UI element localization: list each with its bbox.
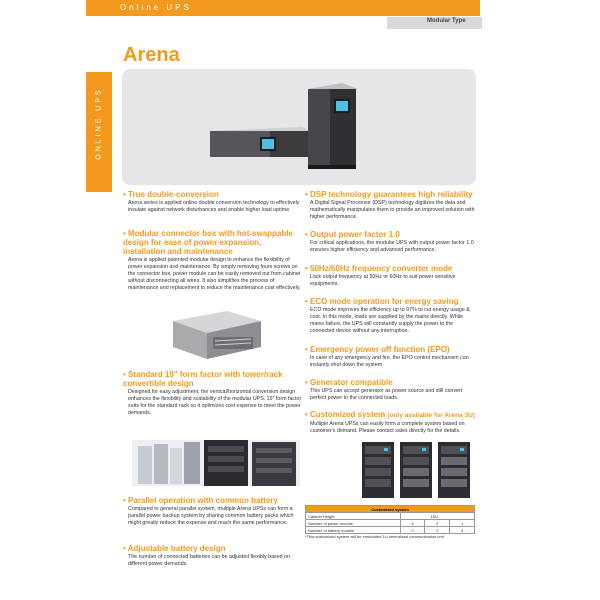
section-title: • ECO mode operation for energy saving <box>305 297 459 306</box>
section-body: A Digital Signal Processor (DSP) technology digitizes the data and mathematically manipulates them to provide an improved solution with higher performance. <box>310 200 475 220</box>
section-body: Designed for easy adjustment, the vertical/horizontal conversion design enhances the flexibility and scalability of the modular UPS. 19" form factor suits for the standard rack so it optimizes cost expense to meet the power demands. <box>128 389 302 416</box>
section-body: The number of connected batteries can be adjusted flexibly based on different power demands. <box>128 554 290 567</box>
connector-box-image <box>165 303 265 365</box>
section-output-power-factor <box>305 230 477 254</box>
section-title: • Modular connector box with hot-swappable design for ease of power expansion, installation and maintenance <box>123 229 293 256</box>
sidebar-label: ONLINE UPS <box>95 87 103 160</box>
section-body: In case of any emergency and fire, the EPO control mechanism can instantly shut down the system. <box>310 355 469 368</box>
section-standard-19-form-factor <box>123 370 303 417</box>
table-cell: 4 <box>400 520 425 527</box>
section-title: • Output power factor 1.0 <box>305 230 400 239</box>
table-cell: 15U <box>400 513 474 520</box>
section-dsp-technology <box>305 190 477 221</box>
page-title: Arena <box>123 44 180 66</box>
section-body: ECO mode improves the efficiency up to 97% to cut energy usage & cost. In this mode, loads are supplied by the mains directly. While mains failure, the UPS will constantly supply the power to the connected device without any interruption. <box>310 307 470 334</box>
customized-system-table <box>305 505 475 534</box>
table-cell: 2 <box>425 520 450 527</box>
section-customized-system <box>305 410 485 435</box>
section-title: • Customized system (only available for Arena 3U) <box>305 410 475 419</box>
section-body: This UPS can accept generator as power source and still convert perfect power to the connected loads. <box>310 388 463 401</box>
section-body: For critical applications, the modular UPS with output power factor 1.0 ensures higher efficiency and advanced performance. <box>310 240 474 253</box>
section-modular-connector <box>123 229 303 292</box>
section-body: Lock output frequency at 50Hz or 60Hz to suit power sensitive equipments. <box>310 274 456 287</box>
customized-cabinets-image <box>360 440 472 500</box>
table-row <box>306 520 475 527</box>
modular-type-tab <box>387 17 482 29</box>
section-title: • Adjustable battery design <box>123 544 226 553</box>
section-body: Compared to general parallel system, multiple Arena UPSs can form a parallel power backup system by sharing common battery packs which might greatly reduce the expense and reach the same performance. <box>128 506 294 526</box>
section-eco-mode <box>305 297 477 335</box>
table-cell: 2 <box>425 527 450 534</box>
table-cell: 1 <box>450 520 475 527</box>
section-epo <box>305 345 477 369</box>
section-title: • Standard 19" form factor with tower/rack convertible design <box>123 370 283 388</box>
section-title: • Generator compatible <box>305 378 393 387</box>
table-row <box>306 513 475 520</box>
table-cell: 0 <box>400 527 425 534</box>
section-body: Arena is applied patented modular design to enhance the flexibility of power expansion and maintenance. By simply removing fours screws on the connector box, power module can be easily removed out from cabinet without disconnecting all wires. It also simplifies the process of maintenance and replacement to reduce the maintenance cost effectively. <box>128 257 301 291</box>
section-title: • 50Hz/60Hz frequency converter mode <box>305 264 453 273</box>
section-frequency-converter <box>305 264 477 288</box>
section-generator-compatible <box>305 378 477 402</box>
table-row <box>306 527 475 534</box>
section-adjustable-battery <box>123 544 303 568</box>
section-parallel-operation <box>123 496 303 527</box>
section-title: • Parallel operation with common battery <box>123 496 278 505</box>
table-title: Customized system <box>306 506 475 513</box>
table-cell: 3 <box>450 527 475 534</box>
sidebar-tab <box>86 72 112 192</box>
table-note: *This customized system will be embedded 1U centralized communication unit <box>305 534 444 539</box>
table-cell: Cabinet Height <box>306 513 401 520</box>
customized-system-table-wrapper <box>305 505 475 539</box>
section-body: Multiple Arena UPSs can easily form a complete system based on customer's demand. Please contact sales directly for the details. <box>310 421 465 434</box>
table-cell: Number of power module <box>306 520 401 527</box>
modular-type-label: Modular Type <box>427 18 466 24</box>
section-title: • DSP technology guarantees high reliability <box>305 190 473 199</box>
rack-installation-image <box>132 436 300 486</box>
section-true-double-conversion <box>123 190 303 214</box>
hero-product-image <box>122 69 476 185</box>
table-cell: Number of battery module <box>306 527 401 534</box>
header-bar <box>86 0 480 16</box>
section-title: • Emergency power off function (EPO) <box>305 345 450 354</box>
header-title: Online UPS <box>120 3 192 12</box>
ups-product-illustration <box>122 69 476 185</box>
section-title: • True double-conversion <box>123 190 219 199</box>
section-body: Arena series is applied online double conversion technology to effectively insulate against network disturbances and enable higher load uptime. <box>128 200 300 213</box>
